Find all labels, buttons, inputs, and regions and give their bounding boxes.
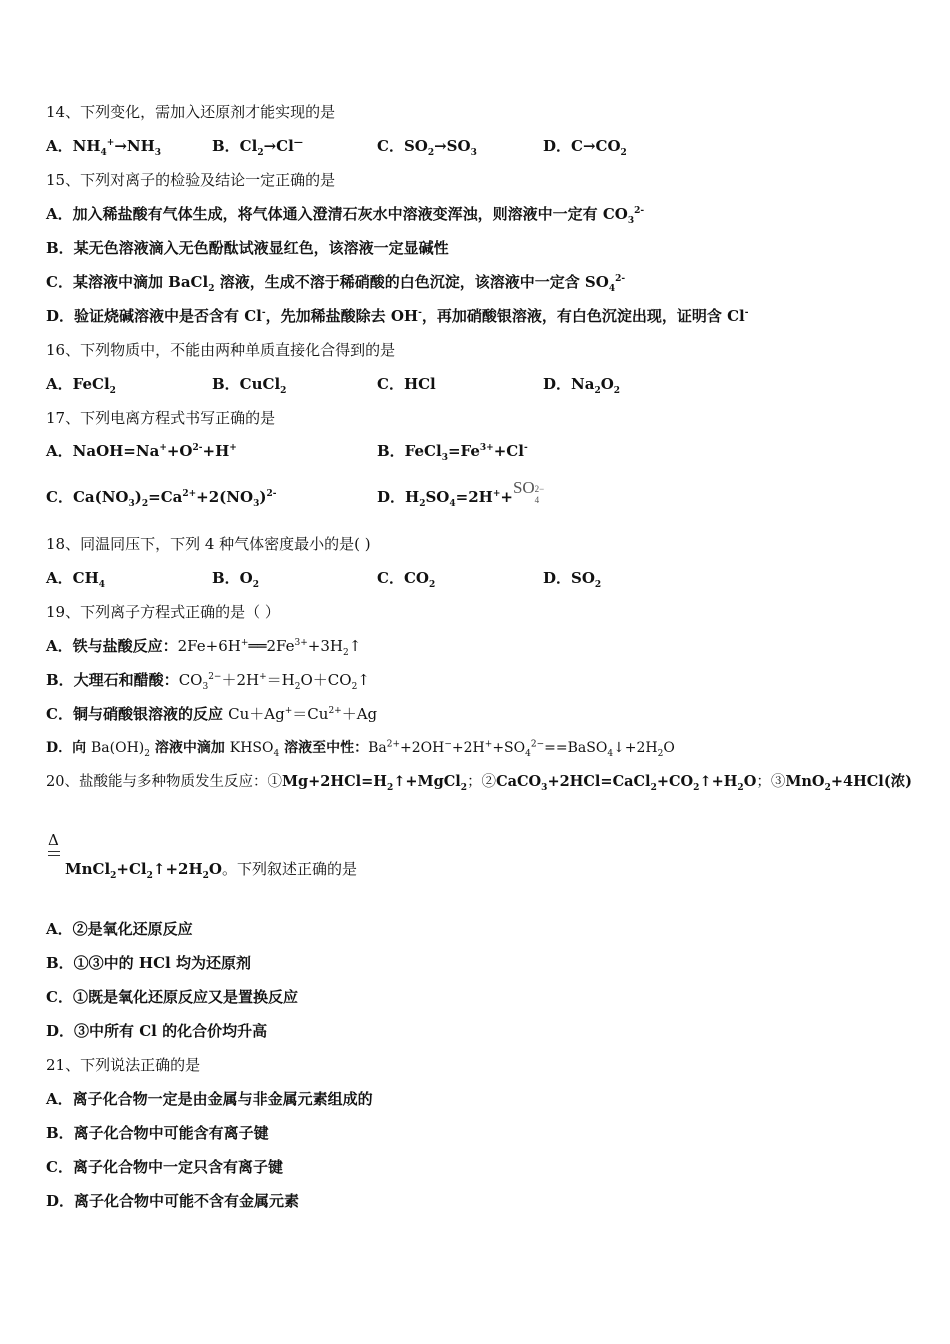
q20-equation-continued: $MnCl_2+Cl_2↑+2H_2O$。下列叙述正确的是: [65, 860, 358, 881]
q14-option-d[interactable]: D．$C\to CO_2$: [543, 137, 627, 158]
q14-option-c[interactable]: C．$SO_2\to SO_3$: [377, 137, 477, 158]
q17-option-d[interactable]: D．$H_2SO_4=2H^++SO$ 2− 4: [377, 478, 545, 509]
q15-option-c[interactable]: C．某溶液中滴加 BaCl$_2$ 溶液，生成不溶于稀硝酸的白色沉淀，该溶液中一定含 $SO_4^{2-}$: [46, 273, 626, 294]
q16-option-a[interactable]: A．FeCl$_2$: [46, 375, 116, 396]
q19-option-b[interactable]: B．大理石和醋酸：$CO_3^{2-}+2H^+=H_2O+CO_2↑$: [46, 671, 370, 692]
q17-stem: 17、下列电离方程式书写正确的是: [46, 409, 276, 427]
q15-option-b[interactable]: B．某无色溶液滴入无色酚酞试液显红色，该溶液一定显碱性: [46, 239, 449, 257]
q15-option-a[interactable]: A．加入稀盐酸有气体生成，将气体通入澄清石灰水中溶液变浑浊，则溶液中一定有 $CO_3^{2-}$: [46, 205, 645, 226]
equation-arrow-line: [48, 851, 60, 852]
q16-stem: 16、下列物质中，不能由两种单质直接化合得到的是: [46, 341, 396, 359]
q19-option-c[interactable]: C．铜与硝酸银溶液的反应 $Cu+Ag^+=Cu^{2+}+Ag$: [46, 705, 378, 723]
q15-stem: 15、下列对离子的检验及结论一定正确的是: [46, 171, 336, 189]
q15-option-d[interactable]: D．验证烧碱溶液中是否含有 Cl-，先加稀盐酸除去 OH-，再加硝酸银溶液，有白色沉淀出现，证明含 Cl-: [46, 307, 749, 325]
q16-option-c[interactable]: C．HCl: [377, 375, 436, 393]
q16-option-d[interactable]: D．$Na_2O_2$: [543, 375, 621, 396]
q19-option-a[interactable]: A．铁与盐酸反应：$2Fe+6H^+══2Fe^{3+}+3H_2↑$: [46, 637, 362, 658]
q21-option-b[interactable]: B．离子化合物中可能含有离子键: [46, 1124, 269, 1142]
q16-option-b[interactable]: B．CuCl$_2$: [212, 375, 287, 396]
q21-option-a[interactable]: A．离子化合物一定是由金属与非金属元素组成的: [46, 1090, 373, 1108]
q14-option-b[interactable]: B．$Cl_2\to Cl^—$: [212, 137, 303, 158]
q14-option-a[interactable]: A．$NH_4^+\to NH_3$: [46, 137, 162, 158]
q20-stem: 20、盐酸能与多种物质发生反应：$①Mg+2HCl=H_2↑+MgCl_2$；$②CaCO_3+2HCl=CaCl_2+CO_2↑+H_2O$；③MnO$_2$+4HCl(浓): [46, 773, 913, 793]
q19-option-d[interactable]: D．向 $Ba(OH)_2$ 溶液中滴加 $KHSO_4$ 溶液至中性：$Ba^{2+}+2OH^-+2H^++SO_4^{2-}==BaSO_4↓+2H_2O$: [46, 739, 675, 759]
q17-option-a[interactable]: A．$NaOH=Na^++O^{2-}+H^+$: [46, 442, 237, 460]
q17-option-b[interactable]: B．$FeCl_3=Fe^{3+}+Cl^-$: [377, 442, 528, 463]
q21-stem: 21、下列说法正确的是: [46, 1056, 201, 1074]
q20-option-a[interactable]: A．②是氧化还原反应: [46, 920, 193, 938]
q20-option-c[interactable]: C．①既是氧化还原反应又是置换反应: [46, 988, 298, 1006]
q18-option-d[interactable]: D．$SO_2$: [543, 569, 602, 590]
q17-option-c[interactable]: C．$Ca(NO_3)_2=Ca^{2+}+2(NO_3)^{2-}$: [46, 488, 277, 509]
q21-option-d[interactable]: D．离子化合物中可能不含有金属元素: [46, 1192, 300, 1210]
q18-option-b[interactable]: B．$O_2$: [212, 569, 260, 590]
q18-option-a[interactable]: A．$CH_4$: [46, 569, 106, 590]
q19-stem: 19、下列离子方程式正确的是（ ）: [46, 603, 280, 621]
sulfate-ion-image: SO 2− 4: [512, 478, 545, 505]
equation-arrow-line-2: [48, 855, 60, 856]
q20-option-d[interactable]: D．③中所有 Cl 的化合价均升高: [46, 1022, 268, 1040]
q20-option-b[interactable]: B．①③中的 HCl 均为还原剂: [46, 954, 251, 972]
heat-delta-symbol: Δ: [48, 831, 59, 849]
q18-option-c[interactable]: C．$CO_2$: [377, 569, 436, 590]
q14-stem: 14、下列变化，需加入还原剂才能实现的是: [46, 103, 336, 121]
q21-option-c[interactable]: C．离子化合物中一定只含有离子键: [46, 1158, 283, 1176]
q18-stem: 18、同温同压下，下列 4 种气体密度最小的是( ): [46, 535, 371, 553]
